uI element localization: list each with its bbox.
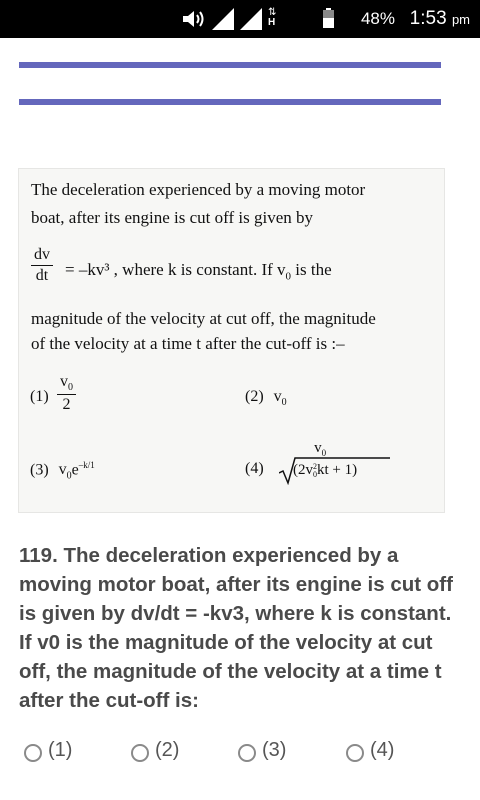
- option-3-radio[interactable]: [238, 739, 286, 762]
- scan-option-3: [30, 460, 95, 482]
- status-bar: [0, 0, 480, 38]
- divider-top: [19, 62, 441, 68]
- question-image: [18, 168, 445, 513]
- scan-option-3-value: v: [58, 461, 67, 479]
- radio-circle-icon[interactable]: [24, 744, 42, 762]
- battery-icon: [323, 8, 334, 28]
- derivative-fraction: [31, 246, 53, 285]
- scan-option-3-sup: –k/1: [78, 460, 95, 470]
- clock: [410, 8, 470, 30]
- scan-option-4-label: (4): [245, 460, 264, 477]
- derivative-numerator: dv: [31, 246, 53, 266]
- scan-option-2-value: v: [273, 388, 282, 405]
- scan-option-3-sub: 0: [66, 470, 72, 482]
- signal-strength-icon-2: [240, 8, 262, 30]
- equation-text: = –kv³ , where k is constant. If v: [65, 260, 286, 279]
- scan-option-3-label: (3): [30, 461, 49, 479]
- scan-option-2-label: (2): [245, 388, 264, 405]
- scan-option-4-denominator: [283, 459, 357, 479]
- opt4-den-sub: 0: [313, 469, 317, 479]
- clock-time: 1:53: [409, 8, 447, 29]
- option-1-radio[interactable]: [24, 739, 72, 762]
- option-1-label: (1): [48, 739, 73, 761]
- scan-line-1: The deceleration experienced by a moving motor: [31, 180, 366, 199]
- clock-suffix: pm: [451, 12, 470, 27]
- option-2-label: (2): [155, 739, 180, 761]
- scan-option-1-label: (1): [30, 388, 49, 405]
- option-4-label: (4): [370, 739, 395, 761]
- network-type-icon: ⇅ H: [268, 8, 280, 30]
- opt4-num-sub: 0: [321, 448, 327, 458]
- volume-icon: [180, 7, 206, 31]
- equation-tail: is the: [291, 260, 332, 279]
- opt4-den-start: (2v: [293, 462, 313, 478]
- radio-circle-icon[interactable]: [131, 744, 149, 762]
- opt1-num-sub: 0: [68, 382, 73, 394]
- option-3-label: (3): [262, 739, 287, 761]
- scan-equation-line: [65, 260, 332, 282]
- sqrt-sign-icon: [279, 457, 391, 485]
- question-text: 119. The deceleration experienced by a moving motor boat, after its engine is cut off is given by dv/dt = -kv3, where k is constant. If v0 is the magnitude of the velocity at cut off, the magnitude of the velocity at a time t after the cut-off is:: [19, 544, 453, 712]
- opt4-num-v: v: [314, 440, 322, 456]
- scan-option-1-denominator: 2: [62, 396, 71, 414]
- scan-option-1-numerator: [57, 373, 76, 395]
- scan-line-4: magnitude of the velocity at cut off, the magnitude: [31, 309, 376, 328]
- scan-option-4-fraction: [283, 440, 357, 479]
- signal-strength-icon: [212, 8, 234, 30]
- scan-option-2: [245, 388, 287, 408]
- network-type-badge: H: [268, 17, 276, 28]
- scan-option-1-fraction: [57, 373, 76, 414]
- opt1-num-v: v: [60, 373, 68, 390]
- option-2-radio[interactable]: [131, 739, 179, 762]
- scan-option-2-sub: 0: [281, 397, 287, 409]
- battery-percent: 48%: [360, 9, 395, 28]
- scan-option-3-exp: e: [71, 461, 79, 479]
- opt4-den-sup: 2: [313, 461, 317, 471]
- radio-circle-icon[interactable]: [238, 744, 256, 762]
- scan-line-5: of the velocity at a time t after the cut-off is :–: [31, 334, 345, 353]
- status-icons: [180, 7, 280, 31]
- option-4-radio[interactable]: [346, 739, 394, 762]
- divider-second: [19, 99, 441, 105]
- radio-circle-icon[interactable]: [346, 744, 364, 762]
- opt4-den-tail: kt + 1): [317, 462, 358, 478]
- equation-subscript: 0: [285, 270, 292, 283]
- derivative-denominator: dt: [35, 267, 49, 284]
- scan-line-2: boat, after its engine is cut off is given by: [31, 208, 314, 227]
- answer-options: [0, 739, 480, 769]
